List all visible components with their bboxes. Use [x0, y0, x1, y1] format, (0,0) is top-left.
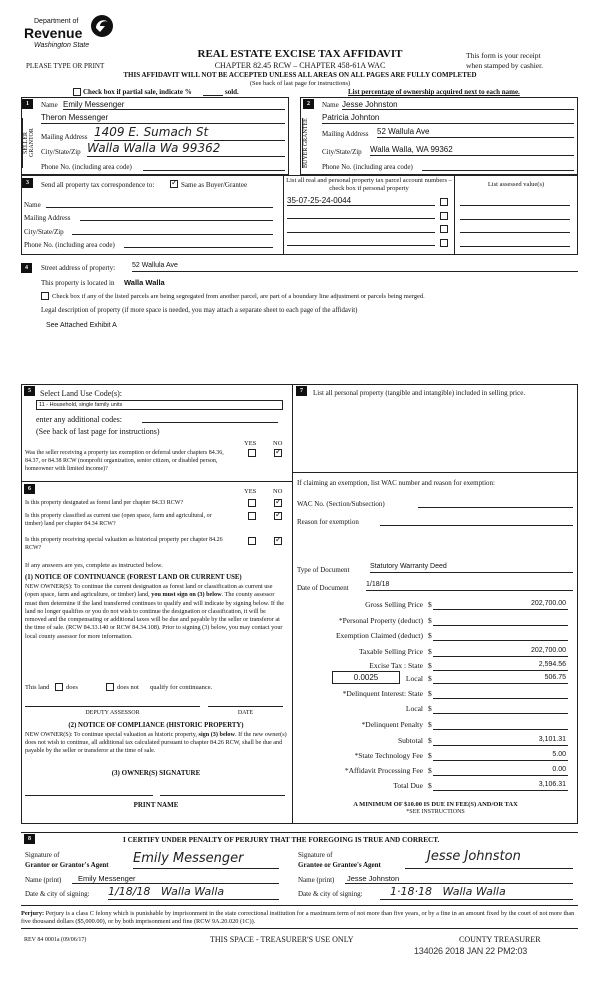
form-title: REAL ESTATE EXCISE TAX AFFIDAVIT: [197, 48, 403, 60]
dollar-sign: $: [428, 616, 432, 625]
grantor-text: GRANTOR: [29, 128, 35, 158]
treasurer-use-label: THIS SPACE - TREASURER'S USE ONLY: [210, 935, 354, 944]
fee-label: *Delinquent Penalty: [361, 720, 423, 729]
section-5-badge: 5: [24, 386, 35, 396]
current-use-no-checkbox[interactable]: [274, 512, 282, 520]
land-use-select[interactable]: 11 - Household, single family units: [36, 400, 283, 410]
seller-name-1-field[interactable]: Emily Messenger: [63, 100, 285, 110]
additional-codes-label: enter any additional codes:: [36, 415, 122, 424]
seller-name-label: Name: [41, 101, 58, 109]
fee-exemption-claimed: [295, 631, 575, 642]
buyer-phone-field[interactable]: [422, 162, 574, 171]
parcel-field-1[interactable]: 35-07-25-24-0044: [287, 196, 435, 206]
see-back-note: (See back of last page for instructions): [249, 80, 351, 87]
notice-2-body: [25, 731, 287, 755]
section-6-badge: 6: [24, 484, 35, 494]
fee-label: *State Technology Fee: [354, 751, 423, 760]
section-6-yes-header: YES: [244, 488, 257, 495]
fee-value[interactable]: 5.00: [433, 751, 568, 761]
assessor-date-label: DATE: [237, 710, 254, 716]
section-6-divider: [21, 481, 293, 482]
fee-label: *Delinquent Interest: State: [342, 689, 423, 698]
minimum-fee-note: A MINIMUM OF $10.00 IS DUE IN FEE(S) AND/OR TAX: [353, 801, 518, 808]
does-not-label: does not: [117, 684, 139, 691]
buyer-name-label: Name: [322, 101, 339, 109]
buyer-name-2-field[interactable]: Patricia Johnton: [322, 113, 574, 124]
fee-value[interactable]: [433, 689, 568, 699]
grantee-name-field[interactable]: Jesse Johnston: [345, 874, 573, 884]
notice-1-text-b: . The county assessor must then determine if the land transferred continues to qualify and will indicate by signing below. If the land no longer qualifies or you do not wish to continue the designation or classification, it will be removed and the compensating or additional taxes will be due and payable by the seller or transferor at the time of sale. (RCW 84.33.140 or RCW 84.34.108). Prior to signing (3) below, you may contact your local county assessor for more information.: [25, 591, 285, 640]
section-5-see-back: (See back of last page for instructions): [36, 427, 160, 436]
fee-label: Total Due: [393, 781, 423, 790]
section-7-divider: [293, 472, 578, 473]
wac-no-field[interactable]: [418, 499, 573, 508]
fee-delinquent-interest-state: [295, 689, 575, 700]
dollar-sign: $: [428, 736, 432, 745]
section-5-yes-header: YES: [244, 440, 257, 447]
grantee-sig-label-2: Grantee or Grantee's Agent: [298, 861, 381, 869]
seller-name-2-field[interactable]: Theron Messenger: [41, 113, 285, 124]
corr-city-label: City/State/Zip: [24, 228, 64, 236]
personal-property-checkbox-4[interactable]: [440, 239, 448, 247]
assessed-field-1[interactable]: [460, 197, 570, 206]
section-6-no-header: NO: [273, 488, 283, 495]
logo-dept-of: Department of: [34, 18, 79, 25]
dor-logo: [14, 14, 124, 54]
doc-type-label: Type of Document: [297, 566, 350, 574]
personal-property-checkbox-1[interactable]: [440, 198, 448, 206]
fee-delinquent-penalty: [295, 720, 575, 731]
grantor-sig-label-2: Grantor or Grantor's Agent: [25, 861, 109, 869]
grantee-date-city-field[interactable]: 1·18·18 Walla Walla: [380, 885, 573, 900]
this-land-label: This land: [25, 684, 50, 691]
fee-gross-selling-price: [295, 600, 575, 611]
dollar-sign: $: [428, 631, 432, 640]
same-as-buyer-label: Same as Buyer/Grantee: [181, 181, 248, 189]
seller-city-label: City/State/Zip: [41, 148, 81, 156]
grantee-text: GRANTEE: [303, 118, 309, 147]
fee-value[interactable]: [433, 704, 568, 714]
fee-value[interactable]: 3,106.31: [433, 781, 568, 791]
dollar-sign: $: [428, 751, 432, 760]
footer-divider: [21, 928, 578, 929]
grantor-name-field[interactable]: Emily Messenger: [72, 874, 279, 884]
segregated-label: Check box if any of the listed parcels are being segregated from another parcel, are part of a boundary line adjustment or parcels being merged.: [52, 293, 425, 300]
assessed-field-3[interactable]: [460, 224, 570, 233]
doc-date-label: Date of Document: [297, 584, 349, 592]
buyer-mailing-label: Mailing Address: [322, 130, 369, 138]
fee-label: *Affidavit Processing Fee: [344, 766, 423, 775]
section-7-badge: 7: [296, 386, 307, 396]
land-use-label: Select Land Use Code(s):: [40, 389, 122, 398]
seller-label: [22, 118, 34, 168]
does-not-qualify-checkbox[interactable]: [106, 683, 114, 691]
dollar-sign: $: [428, 674, 432, 683]
qualify-label: qualify for continuance.: [150, 684, 213, 691]
assessed-field-2[interactable]: [460, 211, 570, 220]
fee-label: Exemption Claimed (deduct): [335, 631, 423, 640]
dollar-sign: $: [428, 647, 432, 656]
corr-name-field[interactable]: [46, 199, 273, 208]
local-rate-box[interactable]: 0.0025: [332, 671, 400, 684]
seller-mailing-field[interactable]: 1409 E. Sumach St: [94, 125, 285, 141]
legal-description-label: Legal description of property (if more space is needed, you may attach a separate sheet to each page of the affidavit): [41, 307, 358, 314]
grantor-date-city-field[interactable]: 1/18/18 Walla Walla: [108, 885, 279, 900]
corr-phone-label: Phone No. (including area code): [24, 241, 115, 249]
located-in-label: This property is located in: [41, 279, 115, 287]
buyer-city-label: City/State/Zip: [322, 148, 362, 156]
forest-land-question: Is this property designated as forest land per chapter 84.33 RCW?: [25, 500, 184, 506]
grantor-date-label: Date & city of signing:: [25, 890, 90, 898]
corr-city-field[interactable]: [72, 226, 273, 235]
receipt-note-1: This form is your receipt: [466, 51, 541, 60]
dollar-sign: $: [428, 689, 432, 698]
receipt-note-2: when stamped by cashier.: [466, 61, 544, 70]
exemption-yes-checkbox[interactable]: [248, 449, 256, 457]
notice-2-text-b: . If the new owner(s) does not wish to continue, all additional tax calculated pursuant to chapter 84.26 RCW, shall be due and payable by the seller or transferor at the time of sale.: [25, 731, 287, 754]
fee-label: Local: [405, 704, 423, 713]
doc-type-field[interactable]: Statutory Warranty Deed: [370, 563, 573, 573]
section-5-no-header: NO: [273, 440, 283, 447]
dollar-sign: $: [428, 661, 432, 670]
historic-yes-checkbox[interactable]: [248, 537, 256, 545]
fee-state-technology: [295, 751, 575, 762]
fee-value[interactable]: 202,700.00: [433, 647, 568, 657]
current-use-yes-checkbox[interactable]: [248, 512, 256, 520]
exemption-question: Was the seller receiving a property tax exemption or deferral under chapters 84.36, 84.37, or 84.38 RCW (nonprofit organization, senior citizen, or disabled person, homeowner with limited income)?: [25, 450, 224, 472]
assessor-date-line[interactable]: [208, 699, 283, 707]
partial-sale-label: Check box if partial sale, indicate %: [83, 88, 192, 96]
form-number: REV 84 0001a (09/06/17): [24, 937, 87, 943]
perjury-bold: Perjury:: [21, 910, 45, 917]
logo-state: Washington State: [34, 42, 90, 49]
grantor-name-label: Name (print): [25, 876, 62, 884]
ownership-note: List percentage of ownership acquired next to each name.: [348, 88, 520, 96]
personal-property-checkbox-3[interactable]: [440, 225, 448, 233]
owner-signature-line-1[interactable]: [25, 788, 153, 796]
parcel-field-2[interactable]: [287, 210, 435, 219]
current-use-question: Is this property classified as current use (open space, farm and agricultural, or timber) land per chapter 84.34 RCW?: [25, 513, 212, 527]
fee-total-due: [295, 781, 575, 792]
parcel-header: List all real and personal property tax parcel account numbers – check box if personal property: [286, 177, 452, 192]
owner-signature-label: (3) OWNER(S) SIGNATURE: [111, 769, 201, 777]
reason-exemption-field[interactable]: [380, 517, 573, 526]
seller-mailing-label: Mailing Address: [41, 133, 88, 141]
notice-2-text-a: NEW OWNER(S): To continue special valuation as historic property,: [25, 731, 197, 738]
additional-codes-field[interactable]: [142, 413, 278, 423]
section-3-divider-2: [454, 175, 455, 255]
grantee-date-label: Date & city of signing:: [298, 890, 363, 898]
treasurer-stamp: 134026 2018 JAN 22 PM2:03: [414, 946, 528, 956]
section-3-divider-1: [283, 175, 284, 255]
assessed-header: List assessed value(s): [487, 181, 545, 188]
grantor-signature-field[interactable]: Emily Messenger: [133, 851, 279, 869]
fee-label: *Personal Property (deduct): [338, 616, 423, 625]
parcel-field-4[interactable]: [287, 237, 435, 246]
partial-sale-checkbox[interactable]: [73, 88, 81, 96]
fee-affidavit-processing: [295, 766, 575, 777]
partial-sale-percent-field[interactable]: [203, 88, 223, 96]
section-4-badge: 4: [21, 263, 32, 273]
partial-sale-sold: sold.: [225, 88, 239, 96]
fee-label: Excise Tax : State: [369, 661, 423, 670]
historic-no-checkbox[interactable]: [274, 537, 282, 545]
fee-personal-property: [295, 616, 575, 627]
owner-signature-line-2[interactable]: [160, 788, 285, 796]
forest-land-yes-checkbox[interactable]: [248, 499, 256, 507]
notice-1-text-a: NEW OWNER(S): To continue the current designation as forest land or classification as current use (open space, farm and agriculture, or timber) land,: [25, 583, 273, 599]
dollar-sign: $: [428, 704, 432, 713]
section-1-badge: 1: [22, 99, 33, 109]
section-8-badge: 8: [24, 834, 35, 844]
notice-2-bold: sign (3) below: [198, 731, 235, 738]
notice-1-body: [25, 583, 287, 641]
fee-label: Taxable Selling Price: [358, 647, 423, 656]
notice-2-title: (2) NOTICE OF COMPLIANCE (HISTORIC PROPERTY): [68, 722, 244, 729]
does-qualify-checkbox[interactable]: [55, 683, 63, 691]
dollar-sign: $: [428, 766, 432, 775]
grantee-sig-label-1: Signature of: [298, 851, 333, 859]
grantee-signature-field[interactable]: Jesse Johnston: [405, 849, 573, 869]
section-8-bottom-border: [21, 905, 578, 906]
grantee-name-label: Name (print): [298, 876, 335, 884]
perjury-notice: [21, 910, 578, 926]
section-8-top-border: [21, 832, 578, 833]
legal-description-value[interactable]: See Attached Exhibit A: [46, 322, 117, 329]
street-address-field[interactable]: 52 Wallula Ave: [132, 262, 578, 272]
reason-exemption-label: Reason for exemption: [297, 518, 359, 526]
fee-value[interactable]: 506.75: [433, 674, 568, 684]
deputy-assessor-signature-line[interactable]: [25, 699, 200, 707]
form-subtitle: CHAPTER 82.45 RCW – CHAPTER 458-61A WAC: [214, 61, 386, 70]
deputy-assessor-label: DEPUTY ASSESSOR: [85, 710, 140, 716]
seller-phone-field[interactable]: [143, 162, 285, 171]
fee-subtotal: [295, 736, 575, 747]
historic-question: Is this property receiving special valuation as historical property per chapter 84.26 RCW?: [25, 537, 223, 551]
fee-value[interactable]: [433, 631, 568, 641]
seller-text: SELLER: [23, 132, 29, 154]
certify-statement: I CERTIFY UNDER PENALTY OF PERJURY THAT THE FOREGOING IS TRUE AND CORRECT.: [123, 836, 440, 844]
corr-mailing-field[interactable]: [80, 212, 273, 221]
forest-land-no-checkbox[interactable]: [274, 499, 282, 507]
buyer-city-field[interactable]: Walla Walla, WA 99362: [370, 145, 574, 156]
corr-phone-field[interactable]: [124, 239, 273, 248]
fee-label: Local: [405, 674, 423, 683]
personal-property-checkbox-2[interactable]: [440, 212, 448, 220]
buyer-label: [302, 118, 314, 168]
exemption-claim-label: If claiming an exemption, list WAC number and reason for exemption:: [297, 479, 495, 487]
if-yes-note: If any answers are yes, complete as instructed below.: [25, 562, 163, 569]
fee-taxable-selling-price: [295, 647, 575, 658]
fee-label: Subtotal: [397, 736, 423, 745]
fee-value[interactable]: 0.00: [433, 766, 568, 776]
does-label: does: [66, 684, 78, 691]
fee-value[interactable]: [433, 616, 568, 626]
fee-delinquent-interest-local: [295, 704, 575, 715]
fee-value[interactable]: 202,700.00: [433, 600, 568, 610]
segregated-checkbox[interactable]: [41, 292, 49, 300]
county-treasurer-label: COUNTY TREASURER: [459, 935, 541, 944]
please-type: PLEASE TYPE OR PRINT: [26, 62, 105, 70]
logo-revenue: Revenue: [24, 25, 83, 41]
personal-property-label: List all personal property (tangible and intangible) included in selling price.: [313, 389, 526, 397]
grantor-sig-label-1: Signature of: [25, 851, 60, 859]
corr-mailing-label: Mailing Address: [24, 214, 71, 222]
notice-1-title: (1) NOTICE OF CONTINUANCE (FOREST LAND OR CURRENT USE): [25, 574, 242, 581]
section-3-badge: 3: [22, 178, 33, 188]
dollar-sign: $: [428, 600, 432, 609]
seller-phone-label: Phone No. (including area code): [41, 163, 132, 171]
dor-swirl-logo-icon: [90, 14, 114, 38]
street-address-label: Street address of property:: [41, 264, 116, 272]
dollar-sign: $: [428, 720, 432, 729]
fee-value[interactable]: [433, 720, 568, 730]
fee-label: Gross Selling Price: [365, 600, 423, 609]
seller-city-field[interactable]: Walla Walla Wa 99362: [87, 141, 285, 157]
wac-no-label: WAC No. (Section/Subsection): [297, 500, 385, 508]
dollar-sign: $: [428, 781, 432, 790]
assessed-field-4[interactable]: [460, 238, 570, 247]
doc-date-field[interactable]: 1/18/18: [366, 581, 573, 591]
same-as-buyer-checkbox[interactable]: [170, 180, 178, 188]
parcel-field-3[interactable]: [287, 224, 435, 233]
section-2-badge: 2: [303, 99, 314, 109]
fee-value[interactable]: 3,101.31: [433, 736, 568, 746]
buyer-name-1-field[interactable]: Jesse Johnston: [342, 100, 574, 110]
buyer-text: BUYER: [303, 147, 309, 168]
send-correspondence-label: Send all property tax correspondence to:: [41, 181, 155, 189]
warning-text: THIS AFFIDAVIT WILL NOT BE ACCEPTED UNLESS ALL AREAS ON ALL PAGES ARE FULLY COMPLETED: [123, 71, 477, 79]
buyer-mailing-field[interactable]: 52 Wallula Ave: [377, 127, 574, 138]
perjury-text: Perjury is a class C felony which is punishable by imprisonment in the state correctional institution for a maximum term of not more than five years, or by a fine in an amount fixed by the court of not more than five thousand dollars ($5,000.00), or by both imprisonment and fine (RCW 9A.20.020 (1C)).: [21, 910, 575, 925]
fee-value[interactable]: 2,594.56: [433, 661, 568, 671]
see-instructions-note: *SEE INSTRUCTIONS: [406, 809, 465, 815]
exemption-no-checkbox[interactable]: [274, 449, 282, 457]
print-name-label: PRINT NAME: [133, 801, 179, 809]
buyer-phone-label: Phone No. (including area code): [322, 163, 413, 171]
corr-name-label: Name: [24, 201, 41, 209]
notice-1-bold: you must sign on (3) below: [151, 591, 222, 599]
located-in-value: Walla Walla: [124, 278, 165, 287]
fee-excise-tax-local: [295, 674, 575, 685]
